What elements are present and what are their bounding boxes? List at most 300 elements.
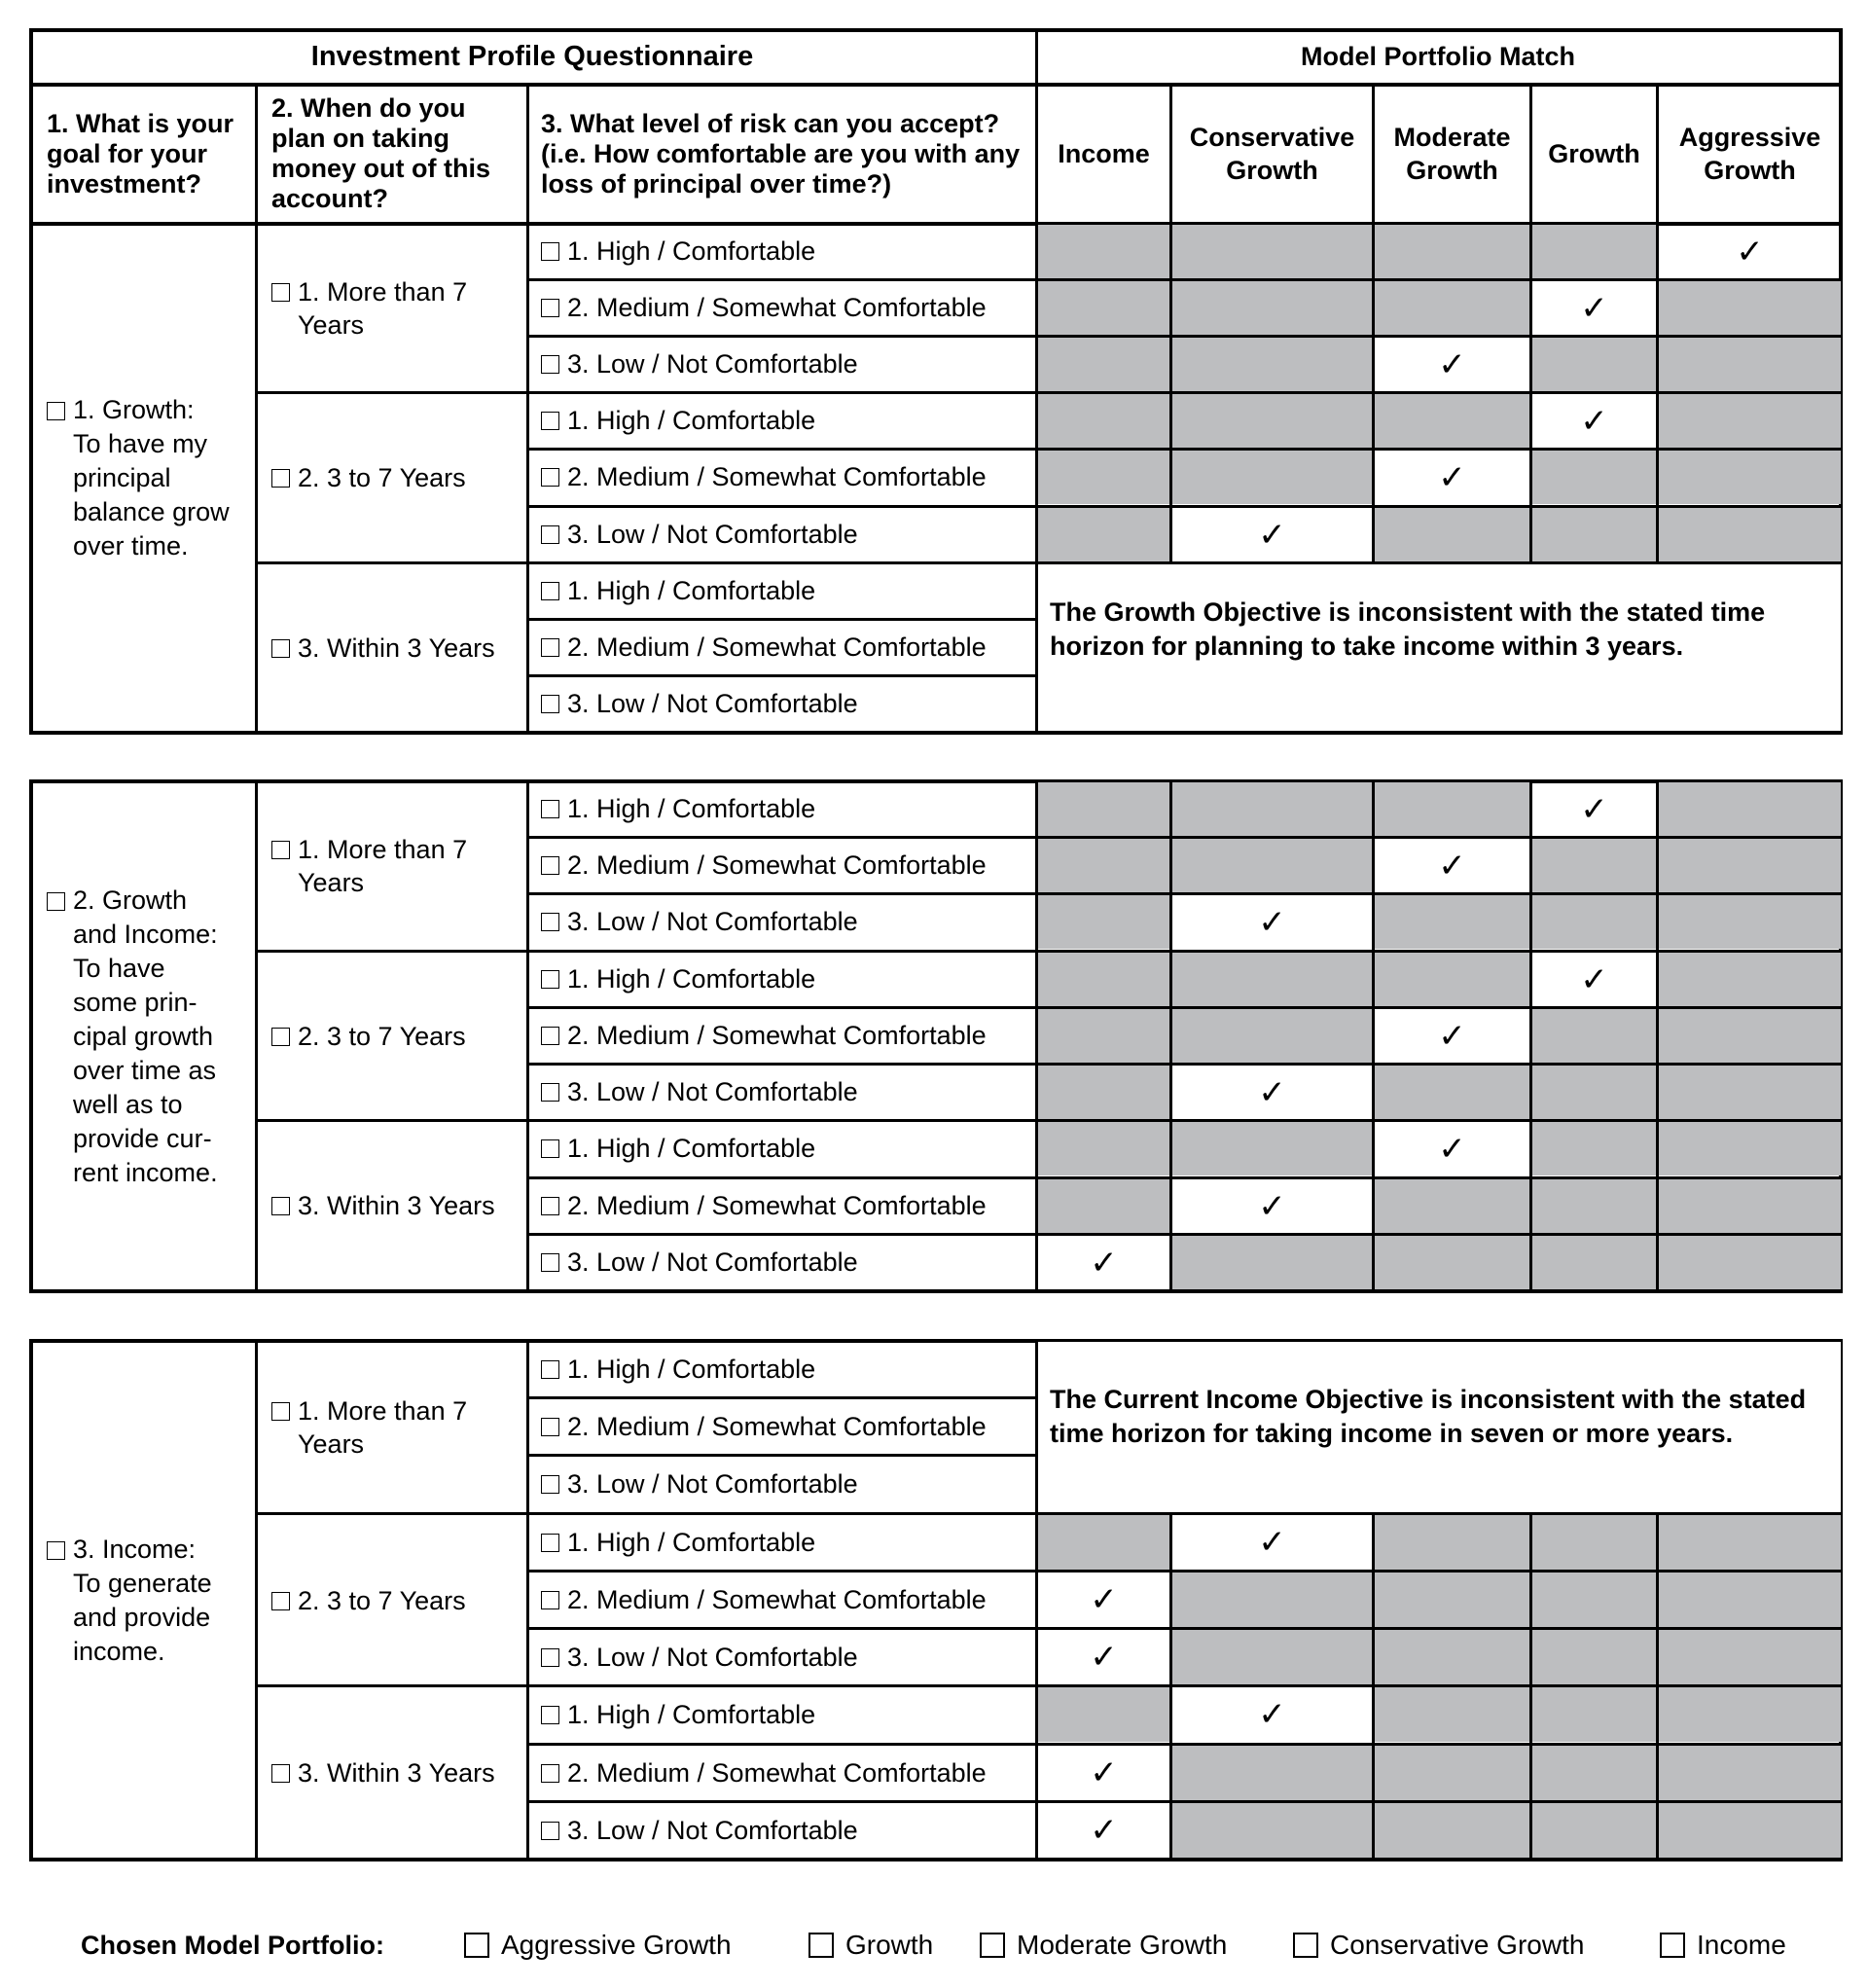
goal-line: over time as (73, 1055, 217, 1085)
risk-option-3[interactable] (529, 1630, 1035, 1684)
grid-line (1656, 1512, 1659, 1684)
risk-label: 2. Medium / Somewhat Comfortable (567, 1021, 987, 1050)
risk-label: 2. Medium / Somewhat Comfortable (567, 1191, 987, 1220)
checkmark-icon: ✓ (1258, 1523, 1286, 1562)
horizon-option-3[interactable] (258, 564, 525, 731)
grid-line (1035, 222, 1038, 391)
unmatched-portfolio-cell (1375, 1803, 1529, 1858)
grid-line (1656, 1684, 1659, 1858)
risk-option-1[interactable] (529, 1687, 1035, 1742)
risk-label: 2. Medium / Somewhat Comfortable (567, 1757, 987, 1788)
goal-line: To have my (73, 429, 208, 458)
risk-option-1[interactable] (529, 782, 1035, 836)
horizon-wrap (271, 1189, 495, 1222)
unmatched-portfolio-cell (1532, 1009, 1656, 1063)
risk-label: 3. Low / Not Comfortable (567, 907, 858, 936)
checkmark-icon: ✓ (1438, 457, 1466, 497)
unmatched-portfolio-cell (1659, 782, 1841, 836)
checkmark-icon: ✓ (1736, 232, 1764, 271)
unmatched-portfolio-cell (1375, 1066, 1529, 1119)
unmatched-portfolio-cell (1172, 338, 1372, 391)
goal-text (73, 1533, 212, 1669)
checkbox-icon[interactable] (541, 1822, 559, 1840)
unmatched-portfolio-cell (1172, 953, 1372, 1006)
risk-label: 2. Medium / Somewhat Comfortable (567, 293, 987, 322)
option-label: Conservative Growth (1330, 1930, 1585, 1960)
checkbox-icon[interactable] (271, 841, 290, 859)
horizon-wrap (271, 1584, 466, 1617)
chosen-portfolio-option-conservative-growth[interactable] (1293, 1930, 1584, 1961)
risk-option-3[interactable] (529, 1803, 1035, 1858)
unmatched-portfolio-cell (1659, 953, 1841, 1006)
checkbox-icon[interactable] (271, 1764, 290, 1783)
chosen-portfolio-label: Chosen Model Portfolio: (81, 1931, 384, 1960)
matched-portfolio-cell (1532, 782, 1656, 836)
checkbox-icon[interactable] (541, 695, 559, 713)
portfolio-header-aggressive-growth: Aggressive Growth (1678, 123, 1821, 185)
checkbox-icon[interactable] (541, 1197, 559, 1215)
unmatched-portfolio-cell (1375, 508, 1529, 561)
matched-portfolio-cell (1038, 1236, 1169, 1289)
risk-label: 3. Low / Not Comfortable (567, 1077, 858, 1106)
risk-option-1[interactable] (529, 953, 1035, 1006)
unmatched-portfolio-cell (1038, 338, 1169, 391)
risk-label: 3. Low / Not Comfortable (567, 689, 858, 718)
checkbox-icon[interactable] (271, 1197, 290, 1215)
checkbox-icon[interactable] (541, 1083, 559, 1102)
horizon-option-1[interactable] (258, 1342, 525, 1512)
horizon-label: 2. 3 to 7 Years (298, 1585, 466, 1615)
horizon-option-2[interactable] (258, 1515, 525, 1685)
unmatched-portfolio-cell (1038, 281, 1169, 335)
grid-line (1529, 83, 1532, 222)
unmatched-portfolio-cell (1659, 1009, 1841, 1063)
risk-option-1[interactable] (529, 394, 1035, 448)
unmatched-portfolio-cell (1532, 895, 1656, 949)
chosen-portfolio-option-aggressive-growth[interactable] (464, 1930, 732, 1961)
risk-option-3[interactable] (529, 1066, 1035, 1119)
checkmark-icon: ✓ (1580, 959, 1608, 999)
portfolio-header-growth: Growth (1548, 139, 1640, 168)
unmatched-portfolio-cell (1375, 782, 1529, 836)
goal-option-1[interactable] (33, 226, 255, 731)
checkmark-icon: ✓ (1090, 1811, 1118, 1850)
unmatched-portfolio-cell (1659, 1179, 1841, 1233)
risk-option-1[interactable] (529, 225, 1035, 278)
grid-line (1169, 779, 1172, 950)
unmatched-portfolio-cell (1172, 394, 1372, 448)
matched-portfolio-cell (1038, 1630, 1169, 1684)
horizon-option-1[interactable] (258, 782, 525, 950)
unmatched-portfolio-cell (1532, 1066, 1656, 1119)
unmatched-portfolio-cell (1659, 1066, 1841, 1119)
matched-portfolio-cell (1375, 839, 1529, 892)
unmatched-portfolio-cell (1659, 1746, 1841, 1800)
checkmark-icon: ✓ (1438, 1016, 1466, 1056)
chosen-portfolio-option-moderate-growth[interactable] (980, 1930, 1227, 1961)
chosen-portfolio-option-growth[interactable] (808, 1930, 933, 1961)
checkbox-icon[interactable] (541, 638, 559, 657)
risk-option-1[interactable] (529, 564, 1035, 618)
checkbox-icon[interactable] (541, 1253, 559, 1272)
risk-label: 2. Medium / Somewhat Comfortable (567, 1584, 987, 1614)
unmatched-portfolio-cell (1375, 1687, 1529, 1742)
unmatched-portfolio-cell (1659, 508, 1841, 561)
risk-option-1[interactable] (529, 1122, 1035, 1175)
unmatched-portfolio-cell (1532, 1515, 1656, 1570)
checkbox-icon[interactable] (541, 800, 559, 818)
unmatched-portfolio-cell (1532, 1179, 1656, 1233)
risk-option-2[interactable] (529, 1572, 1035, 1627)
checkbox-icon[interactable] (47, 1541, 65, 1560)
risk-option-2[interactable] (529, 1009, 1035, 1063)
horizon-label: 3. Within 3 Years (298, 633, 495, 663)
option-label: Moderate Growth (1017, 1930, 1228, 1960)
matched-portfolio-cell (1172, 1179, 1372, 1233)
checkbox-icon[interactable] (271, 1028, 290, 1046)
goal-wrap (47, 884, 218, 1190)
risk-label: 2. Medium / Somewhat Comfortable (567, 633, 987, 662)
questionnaire-title: Investment Profile Questionnaire (310, 40, 754, 72)
grid-line (1169, 391, 1172, 561)
question-3-header: 3. What level of risk can you accept? (i.e. How comfortable are you with any loss of principal over time?) (541, 108, 1021, 199)
checkbox-icon[interactable] (464, 1933, 489, 1958)
grid-line (526, 83, 529, 222)
portfolio-header-moderate-growth: Moderate Growth (1393, 123, 1511, 185)
unmatched-portfolio-cell (1038, 782, 1169, 836)
checkbox-icon[interactable] (808, 1933, 834, 1958)
goal-line: and provide (73, 1602, 211, 1632)
goal-line: balance grow (73, 497, 230, 526)
risk-label: 2. Medium / Somewhat Comfortable (567, 462, 987, 491)
unmatched-portfolio-cell (1659, 1572, 1841, 1627)
checkbox-icon[interactable] (541, 970, 559, 989)
checkmark-icon: ✓ (1258, 902, 1286, 942)
unmatched-portfolio-cell (1659, 1515, 1841, 1570)
checkmark-icon: ✓ (1580, 401, 1608, 441)
risk-option-3[interactable] (529, 1457, 1035, 1511)
checkmark-icon: ✓ (1090, 1580, 1118, 1619)
checkbox-icon[interactable] (541, 1764, 559, 1783)
unmatched-portfolio-cell (1172, 1122, 1372, 1175)
risk-option-1[interactable] (529, 1515, 1035, 1570)
goal-line: over time. (73, 531, 189, 560)
checkbox-icon[interactable] (980, 1933, 1005, 1958)
risk-option-1[interactable] (529, 1342, 1035, 1396)
risk-option-3[interactable] (529, 1236, 1035, 1289)
grid-line (1169, 222, 1172, 391)
horizon-option-3[interactable] (258, 1687, 525, 1858)
checkmark-icon: ✓ (1438, 344, 1466, 384)
unmatched-portfolio-cell (1532, 1572, 1656, 1627)
grid-line (1035, 1684, 1038, 1858)
unmatched-portfolio-cell (1038, 953, 1169, 1006)
checkbox-icon[interactable] (541, 299, 559, 317)
risk-label: 3. Low / Not Comfortable (567, 1815, 858, 1845)
horizon-label: 1. More than 7 Years (298, 276, 468, 340)
unmatched-portfolio-cell (1172, 225, 1372, 278)
unmatched-portfolio-cell (1038, 1066, 1169, 1119)
unmatched-portfolio-cell (1172, 782, 1372, 836)
grid-line (1169, 83, 1172, 222)
unmatched-portfolio-cell (1172, 281, 1372, 335)
risk-option-3[interactable] (529, 895, 1035, 949)
unmatched-portfolio-cell (1659, 338, 1841, 391)
risk-option-2[interactable] (529, 1179, 1035, 1233)
unmatched-portfolio-cell (1038, 1122, 1169, 1175)
horizon-wrap (271, 1020, 466, 1053)
grid-line (1035, 391, 1038, 561)
matched-portfolio-cell (1172, 1687, 1372, 1742)
goal-line: provide cur- (73, 1123, 212, 1153)
grid-line (1656, 222, 1659, 391)
checkbox-icon[interactable] (541, 1706, 559, 1724)
unmatched-portfolio-cell (1532, 1746, 1656, 1800)
unmatched-portfolio-cell (1532, 225, 1656, 278)
question-1-header: 1. What is your goal for your investment? (47, 108, 234, 199)
matched-portfolio-cell (1038, 1746, 1169, 1800)
goal-wrap (47, 393, 230, 563)
unmatched-portfolio-cell (1375, 1515, 1529, 1570)
risk-option-3[interactable] (529, 677, 1035, 731)
checkmark-icon: ✓ (1258, 1186, 1286, 1226)
unmatched-portfolio-cell (1532, 1236, 1656, 1289)
option-label: Aggressive Growth (501, 1930, 732, 1960)
unmatched-portfolio-cell (1659, 895, 1841, 949)
grid-line (1372, 391, 1375, 561)
checkbox-icon[interactable] (541, 582, 559, 600)
horizon-label: 2. 3 to 7 Years (298, 1022, 466, 1051)
grid-line (1656, 1119, 1659, 1289)
checkbox-icon[interactable] (541, 1139, 559, 1158)
unmatched-portfolio-cell (1375, 225, 1529, 278)
horizon-option-1[interactable] (258, 225, 525, 391)
checkbox-icon[interactable] (541, 242, 559, 261)
matched-portfolio-cell (1172, 1515, 1372, 1570)
unmatched-portfolio-cell (1038, 508, 1169, 561)
portfolio-header-income: Income (1058, 139, 1150, 168)
risk-option-2[interactable] (529, 1746, 1035, 1800)
checkmark-icon: ✓ (1090, 1243, 1118, 1283)
grid-line (1656, 391, 1659, 561)
grid-line (1529, 1512, 1532, 1684)
checkbox-icon[interactable] (271, 1592, 290, 1610)
checkbox-icon[interactable] (271, 283, 290, 302)
horizon-wrap (271, 275, 525, 342)
matched-portfolio-cell (1375, 1122, 1529, 1175)
unmatched-portfolio-cell (1375, 1572, 1529, 1627)
goal-line: some prin- (73, 987, 198, 1017)
unmatched-portfolio-cell (1172, 1630, 1372, 1684)
horizon-label: 1. More than 7 Years (298, 835, 468, 897)
checkbox-icon[interactable] (541, 468, 559, 487)
checkbox-icon[interactable] (541, 1418, 559, 1436)
goal-text (73, 393, 230, 563)
checkbox-icon[interactable] (271, 469, 290, 488)
grid-line (1372, 222, 1375, 391)
portfolio-match-title: Model Portfolio Match (1301, 41, 1575, 71)
unmatched-portfolio-cell (1038, 225, 1169, 278)
unmatched-portfolio-cell (1172, 1803, 1372, 1858)
option-label: Growth (845, 1930, 934, 1960)
risk-option-3[interactable] (529, 338, 1035, 391)
unmatched-portfolio-cell (1532, 1122, 1656, 1175)
risk-label: 2. Medium / Somewhat Comfortable (567, 1411, 987, 1441)
checkbox-icon[interactable] (541, 525, 559, 544)
matched-portfolio-cell (1532, 394, 1656, 448)
checkbox-icon[interactable] (47, 892, 65, 911)
unmatched-portfolio-cell (1172, 1746, 1372, 1800)
unmatched-portfolio-cell (1659, 1630, 1841, 1684)
unmatched-portfolio-cell (1375, 1236, 1529, 1289)
matched-portfolio-cell (1375, 1009, 1529, 1063)
checkbox-icon[interactable] (541, 412, 559, 430)
unmatched-portfolio-cell (1659, 1687, 1841, 1742)
risk-option-2[interactable] (529, 281, 1035, 335)
risk-option-2[interactable] (529, 621, 1035, 674)
checkbox-icon[interactable] (541, 1591, 559, 1609)
unmatched-portfolio-cell (1172, 839, 1372, 892)
unmatched-portfolio-cell (1532, 1803, 1656, 1858)
unmatched-portfolio-cell (1038, 1009, 1169, 1063)
checkbox-icon[interactable] (271, 639, 290, 658)
risk-label: 3. Low / Not Comfortable (567, 1247, 858, 1277)
goal-line: principal (73, 463, 171, 492)
unmatched-portfolio-cell (1375, 1746, 1529, 1800)
grid-line (1035, 1512, 1038, 1684)
risk-label: 3. Low / Not Comfortable (567, 1468, 858, 1499)
checkbox-icon[interactable] (541, 856, 559, 875)
option-label: Income (1697, 1930, 1786, 1960)
unmatched-portfolio-cell (1375, 1630, 1529, 1684)
unmatched-portfolio-cell (1038, 1179, 1169, 1233)
horizon-wrap (271, 1756, 495, 1789)
risk-option-2[interactable] (529, 1399, 1035, 1454)
checkbox-icon[interactable] (541, 1534, 559, 1552)
matched-portfolio-cell (1038, 1572, 1169, 1627)
risk-label: 3. Low / Not Comfortable (567, 520, 858, 549)
unmatched-portfolio-cell (1659, 1803, 1841, 1858)
checkbox-icon[interactable] (541, 1475, 559, 1494)
goal-option-2[interactable] (33, 783, 255, 1289)
horizon-option-2[interactable] (258, 394, 525, 560)
risk-label: 2. Medium / Somewhat Comfortable (567, 850, 987, 880)
checkbox-icon[interactable] (1660, 1933, 1685, 1958)
unmatched-portfolio-cell (1375, 895, 1529, 949)
horizon-option-2[interactable] (258, 953, 525, 1120)
matched-portfolio-cell (1532, 281, 1656, 335)
horizon-label: 3. Within 3 Years (298, 1757, 495, 1788)
inconsistency-message (1038, 564, 1841, 731)
unmatched-portfolio-cell (1375, 953, 1529, 1006)
grid-line (1656, 83, 1659, 222)
horizon-option-3[interactable] (258, 1122, 525, 1289)
checkbox-icon[interactable] (541, 1027, 559, 1045)
risk-label: 1. High / Comfortable (567, 794, 816, 823)
risk-option-2[interactable] (529, 839, 1035, 892)
matched-portfolio-cell (1038, 1803, 1169, 1858)
unmatched-portfolio-cell (1532, 839, 1656, 892)
goal-line: cipal growth (73, 1021, 214, 1051)
unmatched-portfolio-cell (1375, 281, 1529, 335)
checkmark-icon: ✓ (1258, 1072, 1286, 1112)
checkmark-icon: ✓ (1258, 515, 1286, 555)
grid-line (1372, 1684, 1375, 1858)
risk-label: 1. High / Comfortable (567, 964, 816, 994)
goal-line: To have (73, 953, 165, 983)
grid-line (1529, 391, 1532, 561)
checkmark-icon: ✓ (1438, 846, 1466, 886)
horizon-wrap (271, 461, 466, 494)
risk-label: 1. High / Comfortable (567, 406, 816, 435)
checkmark-icon: ✓ (1438, 1129, 1466, 1169)
grid-line (1372, 1119, 1375, 1289)
checkbox-icon[interactable] (271, 1402, 290, 1421)
risk-label: 1. High / Comfortable (567, 1134, 816, 1163)
checkbox-icon[interactable] (541, 355, 559, 374)
goal-line: and Income: (73, 919, 218, 949)
checkbox-icon[interactable] (47, 402, 65, 420)
checkmark-icon: ✓ (1090, 1638, 1118, 1677)
grid-line (1169, 1684, 1172, 1858)
checkbox-icon[interactable] (541, 913, 559, 931)
unmatched-portfolio-cell (1172, 1572, 1372, 1627)
horizon-label: 2. 3 to 7 Years (298, 462, 466, 492)
unmatched-portfolio-cell (1375, 394, 1529, 448)
grid-line (1529, 1684, 1532, 1858)
horizon-label: 1. More than 7 Years (298, 1395, 468, 1459)
matched-portfolio-cell (1172, 1066, 1372, 1119)
unmatched-portfolio-cell (1038, 1515, 1169, 1570)
checkmark-icon: ✓ (1580, 288, 1608, 328)
chosen-portfolio-option-income[interactable] (1660, 1930, 1786, 1961)
unmatched-portfolio-cell (1532, 451, 1656, 504)
matched-portfolio-cell (1659, 225, 1841, 278)
grid-line (1372, 1512, 1375, 1684)
matched-portfolio-cell (1375, 451, 1529, 504)
risk-label: 1. High / Comfortable (567, 1699, 816, 1729)
grid-line (1035, 779, 1038, 950)
grid-line (1656, 779, 1659, 950)
goal-line: well as to (73, 1089, 183, 1119)
checkbox-icon[interactable] (541, 1360, 559, 1379)
unmatched-portfolio-cell (1532, 338, 1656, 391)
question-2-header: 2. When do you plan on taking money out of this account? (271, 93, 490, 213)
risk-label: 1. High / Comfortable (567, 1527, 816, 1557)
goal-wrap (47, 1533, 212, 1669)
checkbox-icon[interactable] (541, 1648, 559, 1667)
unmatched-portfolio-cell (1038, 895, 1169, 949)
risk-option-3[interactable] (529, 508, 1035, 561)
unmatched-portfolio-cell (1038, 451, 1169, 504)
risk-option-2[interactable] (529, 451, 1035, 504)
unmatched-portfolio-cell (1659, 1122, 1841, 1175)
grid-line (1169, 950, 1172, 1119)
grid-line (1372, 950, 1375, 1119)
grid-line (1529, 779, 1532, 950)
grid-line (1372, 779, 1375, 950)
goal-line: rent income. (73, 1157, 218, 1187)
goal-line: income. (73, 1636, 165, 1666)
unmatched-portfolio-cell (1532, 1687, 1656, 1742)
unmatched-portfolio-cell (1375, 1179, 1529, 1233)
message-text: The Growth Objective is inconsistent with the stated time horizon for planning to take income within 3 years. (1050, 597, 1766, 661)
unmatched-portfolio-cell (1172, 1009, 1372, 1063)
goal-option-3[interactable] (33, 1343, 255, 1858)
risk-label: 1. High / Comfortable (567, 236, 816, 266)
checkbox-icon[interactable] (1293, 1933, 1318, 1958)
unmatched-portfolio-cell (1038, 1687, 1169, 1742)
